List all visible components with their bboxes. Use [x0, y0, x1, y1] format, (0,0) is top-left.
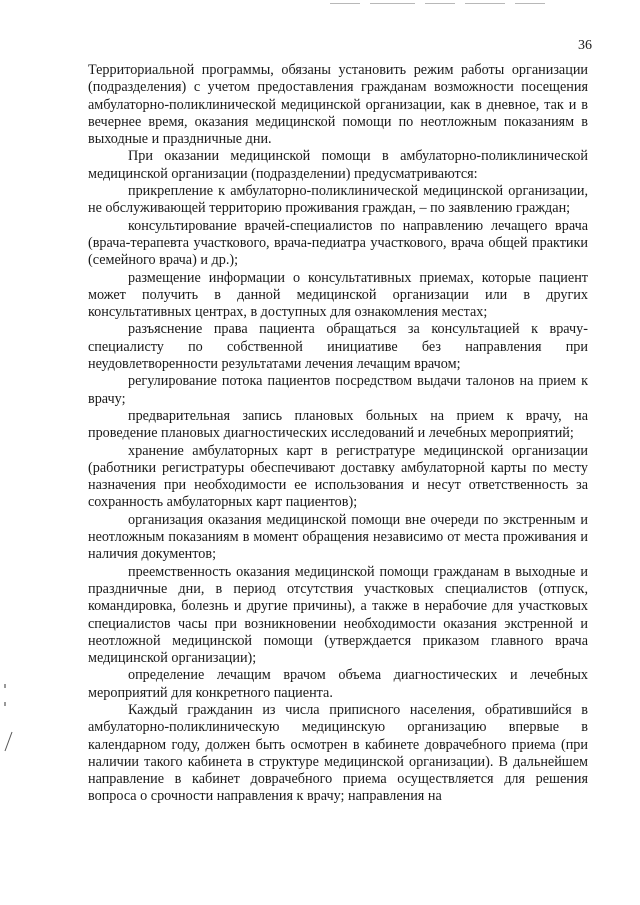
paragraph: Каждый гражданин из числа приписного населения, обратившийся в амбулаторно-поликлиническую медицинскую организацию впервые в календарном году, должен быть осмотрен в кабинете доврачебного приема (при наличии такого кабинета в структуре медицинской организации). В дальнейшем направление в кабинет доврачебного приема осуществляется для решения вопроса о срочности направления к врачу; направления на — [88, 701, 588, 805]
list-item: хранение амбулаторных карт в регистратуре медицинской организации (работники регистратуры обеспечивают доставку амбулаторной карты по месту назначения при необходимости ее использования и несут ответственность за сохранность амбулаторных карт пациентов); — [88, 442, 588, 511]
page-number: 36 — [578, 38, 592, 53]
list-item: прикрепление к амбулаторно-поликлинической медицинской организации, не обслуживающей территорию проживания граждан, – по заявлению граждан; — [88, 183, 588, 217]
list-item: определение лечащим врачом объема диагностических и лечебных мероприятий для конкретного пациента. — [88, 667, 588, 701]
list-item: регулирование потока пациентов посредством выдачи талонов на прием к врачу; — [88, 373, 588, 407]
list-item: разъяснение права пациента обращаться за консультацией к врачу-специалисту по собственной инициативе без направления при неудовлетворенности результатами лечения лечащим врачом; — [88, 321, 588, 373]
list-item: предварительная запись плановых больных на прием к врачу, на проведение плановых диагностических исследований и лечебных мероприятий; — [88, 407, 588, 442]
list-item: размещение информации о консультативных приемах, которые пациент может получить в данной медицинской организации или в других консультативных центрах, в доступных для ознакомления местах; — [88, 269, 588, 321]
list-item: организация оказания медицинской помощи вне очереди по экстренным и неотложным показаниям в момент обращения независимо от места проживания и наличия документов; — [88, 511, 588, 563]
margin-dot — [4, 684, 6, 688]
paragraph: Территориальной программы, обязаны установить режим работы организации (подразделения) с учетом предоставления гражданам возможности посещения амбулаторно-поликлинической медицинской организации, как в дневное, так и в вечернее время, оказания медицинской помощи по неотложным показаниям в выходные и праздничные дни. — [88, 62, 588, 148]
margin-pen-mark — [2, 730, 14, 754]
document-body — [88, 62, 588, 806]
list-item: преемственность оказания медицинской помощи гражданам в выходные и праздничные дни, в период отсутствия участковых специалистов (отпуск, командировка, болезнь и другие причины), а также в нерабочие для участковых специалистов часы при возникновении необходимости оказания экстренной и неотложной медицинской помощи (утверждается приказом главного врача медицинской организации); — [88, 563, 588, 667]
margin-dot — [4, 702, 6, 706]
paragraph: При оказании медицинской помощи в амбулаторно-поликлинической медицинской организации (подразделении) предусматриваются: — [88, 148, 588, 182]
scan-artifact — [330, 0, 550, 8]
list-item: консультирование врачей-специалистов по направлению лечащего врача (врача-терапевта участкового, врача-педиатра участкового, врача общей практики (семейного врача) и др.); — [88, 217, 588, 269]
